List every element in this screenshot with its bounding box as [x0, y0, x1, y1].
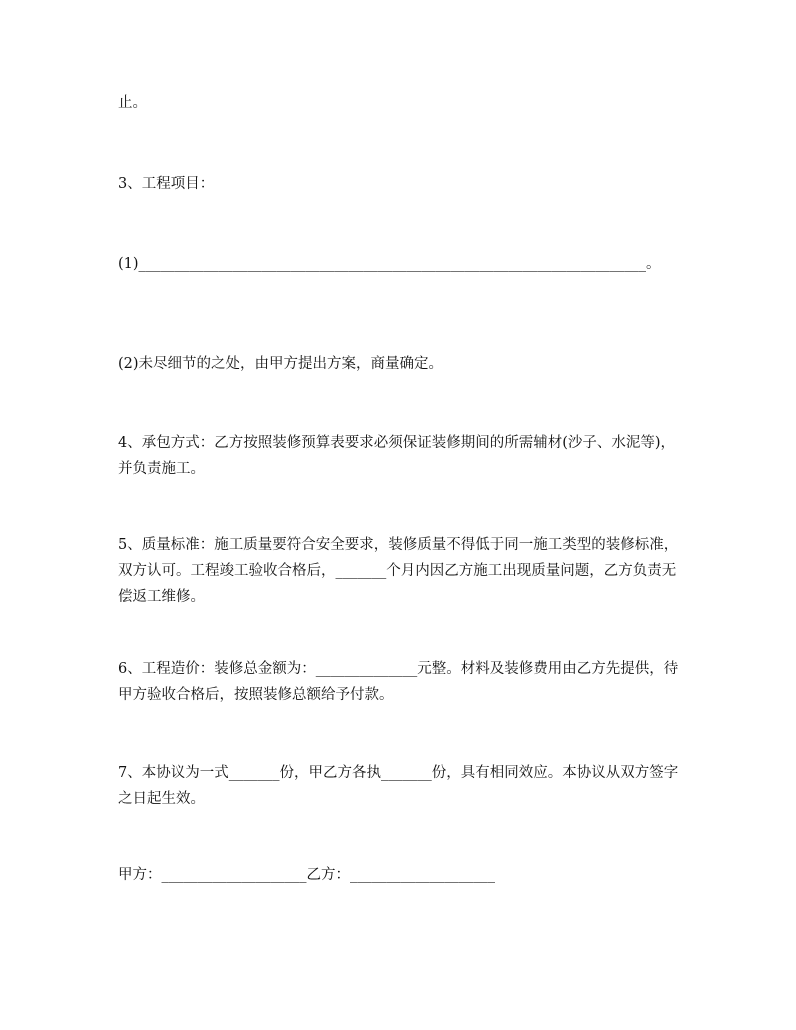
paragraph-contract-method: 4、承包方式：乙方按照装修预算表要求必须保证装修期间的所需辅材(沙子、水泥等)，并负责施工。: [118, 435, 676, 477]
paragraph-project-item-1: (1)______________________________________________________________________。: [118, 256, 661, 272]
signature-line: 甲方：____________________乙方：____________________: [118, 867, 495, 883]
paragraph-quality-standard: 5、质量标准：施工质量要符合安全要求，装修质量不得低于同一施工类型的装修标准，双方认可。工程竣工验收合格后，_______个月内因乙方施工出现质量问题，乙方负责无偿返工维修。: [118, 537, 679, 605]
paragraph-project-items-heading: 3、工程项目：: [118, 176, 215, 192]
paragraph-project-cost: 6、工程造价：装修总金额为：______________元整。材料及装修费用由乙方先提供，待甲方验收合格后，按照装修总额给予付款。: [118, 661, 679, 703]
paragraph-agreement-copies: 7、本协议为一式_______份，甲乙方各执_______份，具有相同效应。本协议从双方签字之日起生效。: [118, 765, 679, 807]
paragraph-project-item-2: (2)未尽细节的之处，由甲方提出方案，商量确定。: [118, 356, 444, 372]
paragraph-continuation: 止。: [118, 95, 147, 111]
